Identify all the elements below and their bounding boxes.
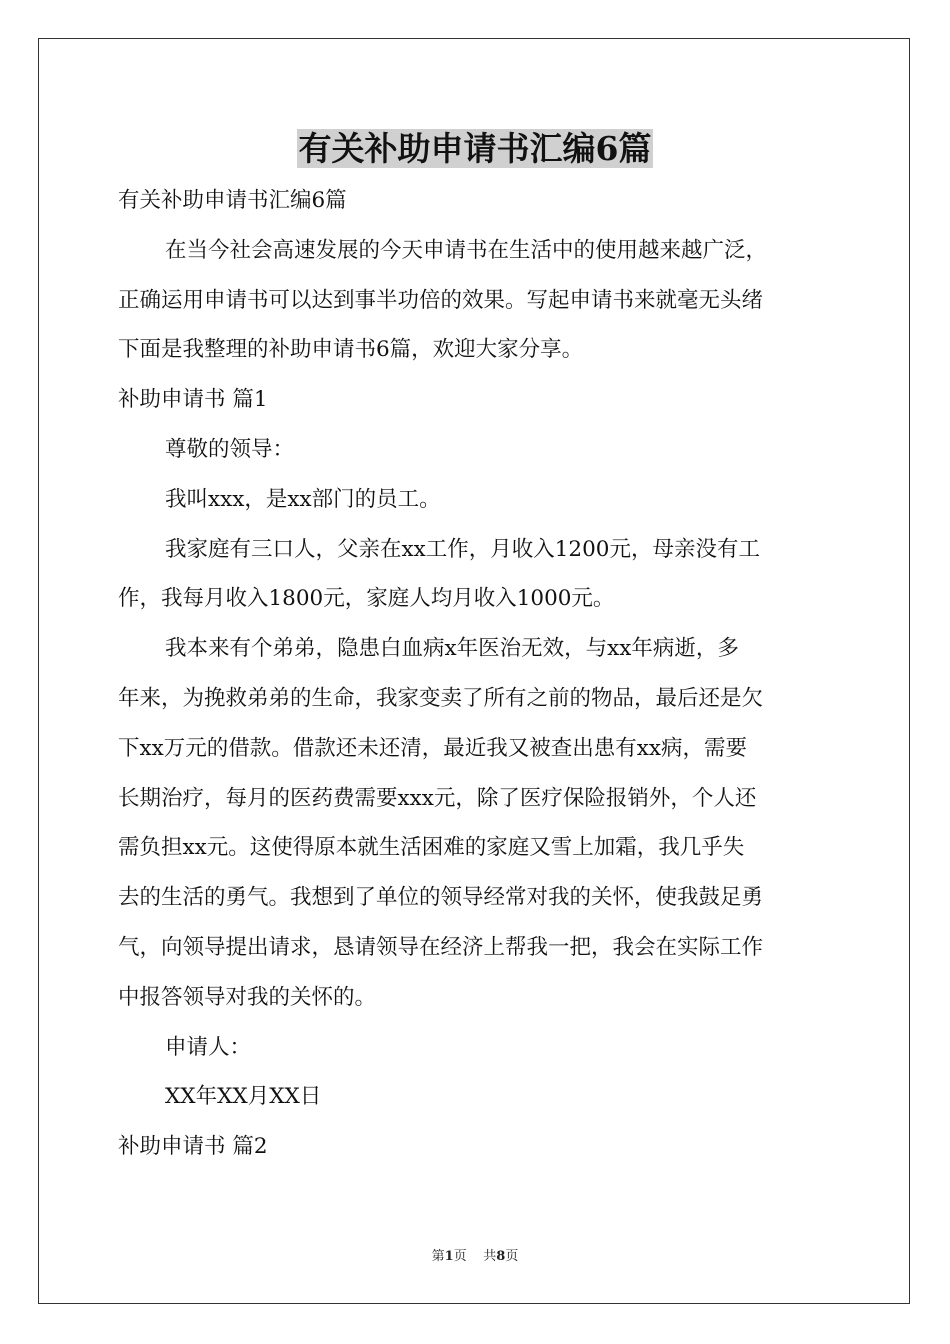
section-heading-1: 补助申请书 篇1 <box>118 387 268 413</box>
paragraph-line: 下面是我整理的补助申请书6篇，欢迎大家分享。 <box>118 337 584 363</box>
total-prefix: 共 <box>483 1249 497 1264</box>
paragraph-line: 下xx万元的借款。借款还未还清，最近我又被查出患有xx病，需要 <box>118 735 748 761</box>
paragraph-line: 作，我每月收入1800元，家庭人均月收入1000元。 <box>118 586 615 612</box>
document-body <box>118 176 834 1172</box>
paragraph-line: 气，向领导提出请求，恳请领导在经济上帮我一把，我会在实际工作 <box>118 934 764 960</box>
paragraph-line: 我家庭有三口人，父亲在xx工作，月收入1200元，母亲没有工 <box>165 536 760 562</box>
page-footer <box>0 1245 950 1264</box>
total-pages: 8 <box>496 1249 506 1264</box>
document-title-text: 有关补助申请书汇编6篇 <box>298 129 652 168</box>
section-heading-2: 补助申请书 篇2 <box>118 1134 268 1160</box>
paragraph-line: 年来，为挽救弟弟的生命，我家变卖了所有之前的物品，最后还是欠 <box>118 685 764 711</box>
applicant-line: 申请人： <box>165 1034 252 1060</box>
paragraph-line: 中报答领导对我的关怀的。 <box>118 984 377 1010</box>
paragraph-line: 我本来有个弟弟，隐患白血病x年医治无效，与xx年病逝，多 <box>165 636 739 662</box>
paragraph-line: 正确运用申请书可以达到事半功倍的效果。写起申请书来就毫无头绪 <box>118 287 764 313</box>
subtitle-line: 有关补助申请书汇编6篇 <box>118 188 347 213</box>
paragraph-line: 长期治疗，每月的医药费需要xxx元，除了医疗保险报销外，个人还 <box>118 785 757 811</box>
paragraph-line: 我叫xxx，是xx部门的员工。 <box>165 486 441 512</box>
page-suffix: 页 <box>453 1249 467 1264</box>
total-suffix: 页 <box>505 1249 519 1264</box>
date-line: XX年XX月XX日 <box>165 1084 322 1110</box>
salutation-line: 尊敬的领导： <box>165 436 295 462</box>
page-prefix: 第 <box>431 1249 445 1264</box>
document-title <box>0 126 950 172</box>
page-number: 1 <box>444 1249 454 1264</box>
paragraph-line: 去的生活的勇气。我想到了单位的领导经常对我的关怀，使我鼓足勇 <box>118 885 764 911</box>
paragraph-line: 需负担xx元。这使得原本就生活困难的家庭又雪上加霜，我几乎失 <box>118 835 745 861</box>
paragraph-line: 在当今社会高速发展的今天申请书在生活中的使用越来越广泛， <box>165 237 768 263</box>
